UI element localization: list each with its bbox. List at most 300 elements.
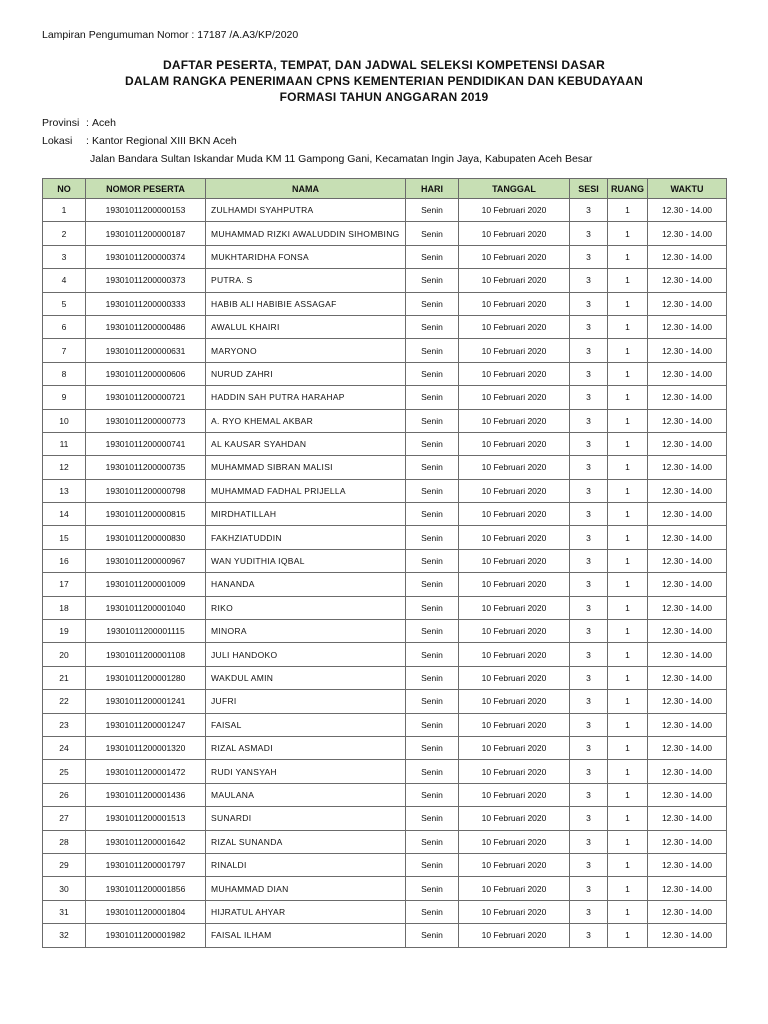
cell-nama: AWALUL KHAIRI bbox=[206, 315, 406, 338]
cell-tanggal: 10 Februari 2020 bbox=[459, 386, 570, 409]
cell-waktu: 12.30 - 14.00 bbox=[648, 666, 727, 689]
cell-ruang: 1 bbox=[608, 222, 648, 245]
cell-hari: Senin bbox=[406, 526, 459, 549]
cell-nama: MUHAMMAD FADHAL PRIJELLA bbox=[206, 479, 406, 502]
table-row bbox=[43, 853, 727, 876]
cell-hari: Senin bbox=[406, 432, 459, 455]
cell-nama: MUHAMMAD SIBRAN MALISI bbox=[206, 456, 406, 479]
cell-nama: RIZAL SUNANDA bbox=[206, 830, 406, 853]
provinsi-label: Provinsi bbox=[42, 117, 80, 129]
cell-nama: JUFRI bbox=[206, 690, 406, 713]
cell-ruang: 1 bbox=[608, 199, 648, 222]
cell-hari: Senin bbox=[406, 830, 459, 853]
cell-tanggal: 10 Februari 2020 bbox=[459, 807, 570, 830]
cell-hari: Senin bbox=[406, 760, 459, 783]
cell-nama: AL KAUSAR SYAHDAN bbox=[206, 432, 406, 455]
cell-no: 3 bbox=[43, 245, 86, 268]
cell-sesi: 3 bbox=[570, 666, 608, 689]
cell-waktu: 12.30 - 14.00 bbox=[648, 877, 727, 900]
cell-tanggal: 10 Februari 2020 bbox=[459, 573, 570, 596]
cell-no: 19 bbox=[43, 620, 86, 643]
cell-ruang: 1 bbox=[608, 456, 648, 479]
table-row bbox=[43, 362, 727, 385]
cell-nama: RIZAL ASMADI bbox=[206, 736, 406, 759]
cell-sesi: 3 bbox=[570, 222, 608, 245]
cell-no: 11 bbox=[43, 432, 86, 455]
cell-nomor-peserta: 19301011200001513 bbox=[86, 807, 206, 830]
cell-no: 23 bbox=[43, 713, 86, 736]
cell-no: 20 bbox=[43, 643, 86, 666]
cell-tanggal: 10 Februari 2020 bbox=[459, 643, 570, 666]
cell-nomor-peserta: 19301011200001280 bbox=[86, 666, 206, 689]
cell-nama: JULI HANDOKO bbox=[206, 643, 406, 666]
cell-nomor-peserta: 19301011200001247 bbox=[86, 713, 206, 736]
cell-no: 21 bbox=[43, 666, 86, 689]
cell-nama: MAULANA bbox=[206, 783, 406, 806]
cell-sesi: 3 bbox=[570, 432, 608, 455]
cell-waktu: 12.30 - 14.00 bbox=[648, 479, 727, 502]
cell-ruang: 1 bbox=[608, 783, 648, 806]
table-row bbox=[43, 526, 727, 549]
table-row bbox=[43, 245, 727, 268]
cell-sesi: 3 bbox=[570, 526, 608, 549]
table-row bbox=[43, 713, 727, 736]
cell-waktu: 12.30 - 14.00 bbox=[648, 924, 727, 947]
cell-no: 8 bbox=[43, 362, 86, 385]
cell-hari: Senin bbox=[406, 549, 459, 572]
document-title bbox=[0, 57, 768, 105]
cell-sesi: 3 bbox=[570, 807, 608, 830]
cell-no: 29 bbox=[43, 853, 86, 876]
cell-ruang: 1 bbox=[608, 713, 648, 736]
table-row bbox=[43, 503, 727, 526]
cell-nomor-peserta: 19301011200001804 bbox=[86, 900, 206, 923]
cell-nomor-peserta: 19301011200001108 bbox=[86, 643, 206, 666]
cell-hari: Senin bbox=[406, 409, 459, 432]
cell-tanggal: 10 Februari 2020 bbox=[459, 877, 570, 900]
cell-tanggal: 10 Februari 2020 bbox=[459, 853, 570, 876]
cell-nomor-peserta: 19301011200001982 bbox=[86, 924, 206, 947]
lokasi-separator: : bbox=[86, 135, 89, 147]
cell-sesi: 3 bbox=[570, 877, 608, 900]
cell-sesi: 3 bbox=[570, 269, 608, 292]
cell-nama: HANANDA bbox=[206, 573, 406, 596]
cell-hari: Senin bbox=[406, 269, 459, 292]
cell-hari: Senin bbox=[406, 853, 459, 876]
table-row bbox=[43, 409, 727, 432]
cell-nama: PUTRA. S bbox=[206, 269, 406, 292]
cell-nomor-peserta: 19301011200001642 bbox=[86, 830, 206, 853]
table-row bbox=[43, 830, 727, 853]
cell-hari: Senin bbox=[406, 573, 459, 596]
table-row bbox=[43, 456, 727, 479]
cell-ruang: 1 bbox=[608, 526, 648, 549]
cell-no: 18 bbox=[43, 596, 86, 619]
cell-tanggal: 10 Februari 2020 bbox=[459, 830, 570, 853]
cell-waktu: 12.30 - 14.00 bbox=[648, 269, 727, 292]
col-header-waktu: WAKTU bbox=[648, 179, 727, 199]
cell-nomor-peserta: 19301011200000606 bbox=[86, 362, 206, 385]
provinsi-line bbox=[42, 116, 116, 130]
cell-waktu: 12.30 - 14.00 bbox=[648, 222, 727, 245]
cell-no: 32 bbox=[43, 924, 86, 947]
cell-waktu: 12.30 - 14.00 bbox=[648, 853, 727, 876]
cell-ruang: 1 bbox=[608, 503, 648, 526]
provinsi-separator: : bbox=[86, 117, 89, 129]
lampiran-text: Lampiran Pengumuman Nomor : 17187 /A.A3/KP/2020 bbox=[42, 29, 299, 41]
provinsi-value: Aceh bbox=[92, 117, 116, 129]
cell-nomor-peserta: 19301011200001856 bbox=[86, 877, 206, 900]
cell-ruang: 1 bbox=[608, 432, 648, 455]
cell-nama: MARYONO bbox=[206, 339, 406, 362]
cell-no: 30 bbox=[43, 877, 86, 900]
cell-no: 2 bbox=[43, 222, 86, 245]
table-header-row bbox=[43, 179, 727, 199]
cell-nomor-peserta: 19301011200001797 bbox=[86, 853, 206, 876]
table-row bbox=[43, 807, 727, 830]
cell-tanggal: 10 Februari 2020 bbox=[459, 736, 570, 759]
table-row bbox=[43, 666, 727, 689]
cell-sesi: 3 bbox=[570, 409, 608, 432]
cell-waktu: 12.30 - 14.00 bbox=[648, 409, 727, 432]
cell-nama: A. RYO KHEMAL AKBAR bbox=[206, 409, 406, 432]
cell-nomor-peserta: 19301011200000815 bbox=[86, 503, 206, 526]
cell-nomor-peserta: 19301011200000187 bbox=[86, 222, 206, 245]
cell-tanggal: 10 Februari 2020 bbox=[459, 432, 570, 455]
cell-nomor-peserta: 19301011200001436 bbox=[86, 783, 206, 806]
cell-waktu: 12.30 - 14.00 bbox=[648, 503, 727, 526]
cell-nomor-peserta: 19301011200000374 bbox=[86, 245, 206, 268]
cell-ruang: 1 bbox=[608, 596, 648, 619]
cell-tanggal: 10 Februari 2020 bbox=[459, 783, 570, 806]
cell-ruang: 1 bbox=[608, 807, 648, 830]
title-line-1: DAFTAR PESERTA, TEMPAT, DAN JADWAL SELEKSI KOMPETENSI DASAR bbox=[162, 58, 606, 72]
cell-sesi: 3 bbox=[570, 199, 608, 222]
cell-ruang: 1 bbox=[608, 315, 648, 338]
cell-nomor-peserta: 19301011200001320 bbox=[86, 736, 206, 759]
cell-nomor-peserta: 19301011200000773 bbox=[86, 409, 206, 432]
cell-nama: HIJRATUL AHYAR bbox=[206, 900, 406, 923]
table-row bbox=[43, 269, 727, 292]
cell-sesi: 3 bbox=[570, 456, 608, 479]
col-header-ruang: RUANG bbox=[608, 179, 648, 199]
cell-nomor-peserta: 19301011200000735 bbox=[86, 456, 206, 479]
cell-hari: Senin bbox=[406, 479, 459, 502]
cell-nama: ZULHAMDI SYAHPUTRA bbox=[206, 199, 406, 222]
cell-ruang: 1 bbox=[608, 245, 648, 268]
table-row bbox=[43, 386, 727, 409]
cell-tanggal: 10 Februari 2020 bbox=[459, 620, 570, 643]
cell-tanggal: 10 Februari 2020 bbox=[459, 245, 570, 268]
cell-nama: HABIB ALI HABIBIE ASSAGAF bbox=[206, 292, 406, 315]
cell-tanggal: 10 Februari 2020 bbox=[459, 503, 570, 526]
cell-sesi: 3 bbox=[570, 245, 608, 268]
cell-sesi: 3 bbox=[570, 713, 608, 736]
cell-tanggal: 10 Februari 2020 bbox=[459, 760, 570, 783]
cell-ruang: 1 bbox=[608, 877, 648, 900]
cell-waktu: 12.30 - 14.00 bbox=[648, 900, 727, 923]
cell-no: 13 bbox=[43, 479, 86, 502]
cell-hari: Senin bbox=[406, 596, 459, 619]
cell-sesi: 3 bbox=[570, 830, 608, 853]
cell-hari: Senin bbox=[406, 503, 459, 526]
table-row bbox=[43, 643, 727, 666]
cell-hari: Senin bbox=[406, 315, 459, 338]
cell-waktu: 12.30 - 14.00 bbox=[648, 245, 727, 268]
cell-ruang: 1 bbox=[608, 666, 648, 689]
table-row bbox=[43, 199, 727, 222]
table-row bbox=[43, 783, 727, 806]
cell-hari: Senin bbox=[406, 222, 459, 245]
cell-hari: Senin bbox=[406, 666, 459, 689]
participant-table bbox=[42, 178, 727, 948]
cell-waktu: 12.30 - 14.00 bbox=[648, 456, 727, 479]
cell-ruang: 1 bbox=[608, 853, 648, 876]
cell-tanggal: 10 Februari 2020 bbox=[459, 479, 570, 502]
table-row bbox=[43, 736, 727, 759]
cell-no: 10 bbox=[43, 409, 86, 432]
cell-ruang: 1 bbox=[608, 479, 648, 502]
cell-no: 9 bbox=[43, 386, 86, 409]
cell-no: 31 bbox=[43, 900, 86, 923]
table-row bbox=[43, 760, 727, 783]
cell-waktu: 12.30 - 14.00 bbox=[648, 573, 727, 596]
cell-nama: WAKDUL AMIN bbox=[206, 666, 406, 689]
cell-no: 26 bbox=[43, 783, 86, 806]
cell-tanggal: 10 Februari 2020 bbox=[459, 713, 570, 736]
cell-sesi: 3 bbox=[570, 853, 608, 876]
cell-tanggal: 10 Februari 2020 bbox=[459, 222, 570, 245]
cell-sesi: 3 bbox=[570, 924, 608, 947]
table-row bbox=[43, 877, 727, 900]
cell-ruang: 1 bbox=[608, 690, 648, 713]
table-row bbox=[43, 596, 727, 619]
cell-hari: Senin bbox=[406, 339, 459, 362]
col-header-nomor-peserta: NOMOR PESERTA bbox=[86, 179, 206, 199]
cell-ruang: 1 bbox=[608, 269, 648, 292]
table-row bbox=[43, 315, 727, 338]
cell-sesi: 3 bbox=[570, 315, 608, 338]
cell-hari: Senin bbox=[406, 807, 459, 830]
cell-no: 24 bbox=[43, 736, 86, 759]
cell-nomor-peserta: 19301011200001472 bbox=[86, 760, 206, 783]
cell-waktu: 12.30 - 14.00 bbox=[648, 643, 727, 666]
col-header-no: NO bbox=[43, 179, 86, 199]
cell-ruang: 1 bbox=[608, 643, 648, 666]
cell-ruang: 1 bbox=[608, 900, 648, 923]
cell-hari: Senin bbox=[406, 736, 459, 759]
cell-nomor-peserta: 19301011200000486 bbox=[86, 315, 206, 338]
cell-sesi: 3 bbox=[570, 549, 608, 572]
cell-nama: MUHAMMAD DIAN bbox=[206, 877, 406, 900]
table-row bbox=[43, 900, 727, 923]
cell-ruang: 1 bbox=[608, 362, 648, 385]
cell-nomor-peserta: 19301011200000967 bbox=[86, 549, 206, 572]
cell-no: 16 bbox=[43, 549, 86, 572]
lokasi-label: Lokasi bbox=[42, 135, 73, 147]
cell-sesi: 3 bbox=[570, 620, 608, 643]
cell-waktu: 12.30 - 14.00 bbox=[648, 620, 727, 643]
cell-nama: RIKO bbox=[206, 596, 406, 619]
cell-sesi: 3 bbox=[570, 386, 608, 409]
cell-ruang: 1 bbox=[608, 924, 648, 947]
cell-nama: MINORA bbox=[206, 620, 406, 643]
table-row bbox=[43, 222, 727, 245]
cell-ruang: 1 bbox=[608, 736, 648, 759]
cell-ruang: 1 bbox=[608, 573, 648, 596]
cell-waktu: 12.30 - 14.00 bbox=[648, 386, 727, 409]
cell-nama: RINALDI bbox=[206, 853, 406, 876]
cell-nomor-peserta: 19301011200001009 bbox=[86, 573, 206, 596]
cell-waktu: 12.30 - 14.00 bbox=[648, 690, 727, 713]
cell-waktu: 12.30 - 14.00 bbox=[648, 783, 727, 806]
cell-sesi: 3 bbox=[570, 339, 608, 362]
cell-nama: FAKHZIATUDDIN bbox=[206, 526, 406, 549]
cell-waktu: 12.30 - 14.00 bbox=[648, 199, 727, 222]
cell-waktu: 12.30 - 14.00 bbox=[648, 339, 727, 362]
cell-hari: Senin bbox=[406, 199, 459, 222]
cell-nomor-peserta: 19301011200000798 bbox=[86, 479, 206, 502]
cell-tanggal: 10 Februari 2020 bbox=[459, 549, 570, 572]
table-row bbox=[43, 573, 727, 596]
cell-waktu: 12.30 - 14.00 bbox=[648, 292, 727, 315]
cell-ruang: 1 bbox=[608, 549, 648, 572]
cell-hari: Senin bbox=[406, 783, 459, 806]
cell-hari: Senin bbox=[406, 900, 459, 923]
cell-hari: Senin bbox=[406, 713, 459, 736]
table-row bbox=[43, 432, 727, 455]
cell-no: 22 bbox=[43, 690, 86, 713]
cell-tanggal: 10 Februari 2020 bbox=[459, 456, 570, 479]
cell-nama: HADDIN SAH PUTRA HARAHAP bbox=[206, 386, 406, 409]
cell-sesi: 3 bbox=[570, 760, 608, 783]
cell-waktu: 12.30 - 14.00 bbox=[648, 432, 727, 455]
cell-nomor-peserta: 19301011200000830 bbox=[86, 526, 206, 549]
cell-no: 1 bbox=[43, 199, 86, 222]
cell-sesi: 3 bbox=[570, 900, 608, 923]
cell-no: 14 bbox=[43, 503, 86, 526]
cell-sesi: 3 bbox=[570, 690, 608, 713]
cell-tanggal: 10 Februari 2020 bbox=[459, 292, 570, 315]
table-row bbox=[43, 292, 727, 315]
cell-sesi: 3 bbox=[570, 292, 608, 315]
cell-waktu: 12.30 - 14.00 bbox=[648, 760, 727, 783]
cell-tanggal: 10 Februari 2020 bbox=[459, 924, 570, 947]
cell-tanggal: 10 Februari 2020 bbox=[459, 199, 570, 222]
cell-no: 27 bbox=[43, 807, 86, 830]
col-header-hari: HARI bbox=[406, 179, 459, 199]
cell-sesi: 3 bbox=[570, 573, 608, 596]
cell-nomor-peserta: 19301011200000721 bbox=[86, 386, 206, 409]
cell-nomor-peserta: 19301011200001241 bbox=[86, 690, 206, 713]
cell-hari: Senin bbox=[406, 620, 459, 643]
cell-nama: FAISAL ILHAM bbox=[206, 924, 406, 947]
cell-nama: FAISAL bbox=[206, 713, 406, 736]
cell-waktu: 12.30 - 14.00 bbox=[648, 713, 727, 736]
cell-nama: RUDI YANSYAH bbox=[206, 760, 406, 783]
cell-ruang: 1 bbox=[608, 386, 648, 409]
cell-tanggal: 10 Februari 2020 bbox=[459, 315, 570, 338]
cell-ruang: 1 bbox=[608, 409, 648, 432]
cell-ruang: 1 bbox=[608, 760, 648, 783]
title-line-3: FORMASI TAHUN ANGGARAN 2019 bbox=[279, 90, 489, 104]
cell-no: 5 bbox=[43, 292, 86, 315]
cell-sesi: 3 bbox=[570, 596, 608, 619]
cell-sesi: 3 bbox=[570, 479, 608, 502]
cell-hari: Senin bbox=[406, 877, 459, 900]
cell-no: 15 bbox=[43, 526, 86, 549]
cell-nama: MUHAMMAD RIZKI AWALUDDIN SIHOMBING bbox=[206, 222, 406, 245]
cell-nomor-peserta: 19301011200000741 bbox=[86, 432, 206, 455]
cell-ruang: 1 bbox=[608, 339, 648, 362]
cell-sesi: 3 bbox=[570, 503, 608, 526]
cell-ruang: 1 bbox=[608, 830, 648, 853]
cell-nomor-peserta: 19301011200000153 bbox=[86, 199, 206, 222]
title-line-2: DALAM RANGKA PENERIMAAN CPNS KEMENTERIAN PENDIDIKAN DAN KEBUDAYAAN bbox=[125, 74, 643, 88]
lokasi-line bbox=[42, 134, 237, 148]
cell-hari: Senin bbox=[406, 386, 459, 409]
cell-tanggal: 10 Februari 2020 bbox=[459, 339, 570, 362]
cell-tanggal: 10 Februari 2020 bbox=[459, 362, 570, 385]
cell-waktu: 12.30 - 14.00 bbox=[648, 362, 727, 385]
cell-nomor-peserta: 19301011200001115 bbox=[86, 620, 206, 643]
cell-nama: MIRDHATILLAH bbox=[206, 503, 406, 526]
cell-tanggal: 10 Februari 2020 bbox=[459, 409, 570, 432]
cell-nomor-peserta: 19301011200000333 bbox=[86, 292, 206, 315]
table-row bbox=[43, 549, 727, 572]
cell-hari: Senin bbox=[406, 643, 459, 666]
cell-waktu: 12.30 - 14.00 bbox=[648, 596, 727, 619]
cell-tanggal: 10 Februari 2020 bbox=[459, 269, 570, 292]
cell-ruang: 1 bbox=[608, 292, 648, 315]
cell-ruang: 1 bbox=[608, 620, 648, 643]
alamat-line: Jalan Bandara Sultan Iskandar Muda KM 11 Gampong Gani, Kecamatan Ingin Jaya, Kabupaten Aceh Besar bbox=[90, 153, 593, 165]
cell-tanggal: 10 Februari 2020 bbox=[459, 596, 570, 619]
cell-tanggal: 10 Februari 2020 bbox=[459, 526, 570, 549]
cell-no: 4 bbox=[43, 269, 86, 292]
cell-hari: Senin bbox=[406, 292, 459, 315]
cell-nomor-peserta: 19301011200000631 bbox=[86, 339, 206, 362]
cell-waktu: 12.30 - 14.00 bbox=[648, 315, 727, 338]
cell-no: 12 bbox=[43, 456, 86, 479]
cell-hari: Senin bbox=[406, 456, 459, 479]
lokasi-value: Kantor Regional XIII BKN Aceh bbox=[92, 135, 237, 147]
cell-waktu: 12.30 - 14.00 bbox=[648, 830, 727, 853]
cell-no: 25 bbox=[43, 760, 86, 783]
table-row bbox=[43, 479, 727, 502]
cell-nama: MUKHTARIDHA FONSA bbox=[206, 245, 406, 268]
cell-no: 6 bbox=[43, 315, 86, 338]
cell-waktu: 12.30 - 14.00 bbox=[648, 736, 727, 759]
cell-no: 7 bbox=[43, 339, 86, 362]
cell-sesi: 3 bbox=[570, 736, 608, 759]
table-body bbox=[43, 199, 727, 948]
cell-hari: Senin bbox=[406, 690, 459, 713]
cell-tanggal: 10 Februari 2020 bbox=[459, 690, 570, 713]
cell-hari: Senin bbox=[406, 924, 459, 947]
table-row bbox=[43, 620, 727, 643]
cell-tanggal: 10 Februari 2020 bbox=[459, 900, 570, 923]
col-header-sesi: SESI bbox=[570, 179, 608, 199]
cell-sesi: 3 bbox=[570, 643, 608, 666]
table-row bbox=[43, 690, 727, 713]
cell-nama: NURUD ZAHRI bbox=[206, 362, 406, 385]
cell-no: 17 bbox=[43, 573, 86, 596]
cell-nama: WAN YUDITHIA IQBAL bbox=[206, 549, 406, 572]
cell-sesi: 3 bbox=[570, 783, 608, 806]
col-header-nama: NAMA bbox=[206, 179, 406, 199]
table-row bbox=[43, 924, 727, 947]
